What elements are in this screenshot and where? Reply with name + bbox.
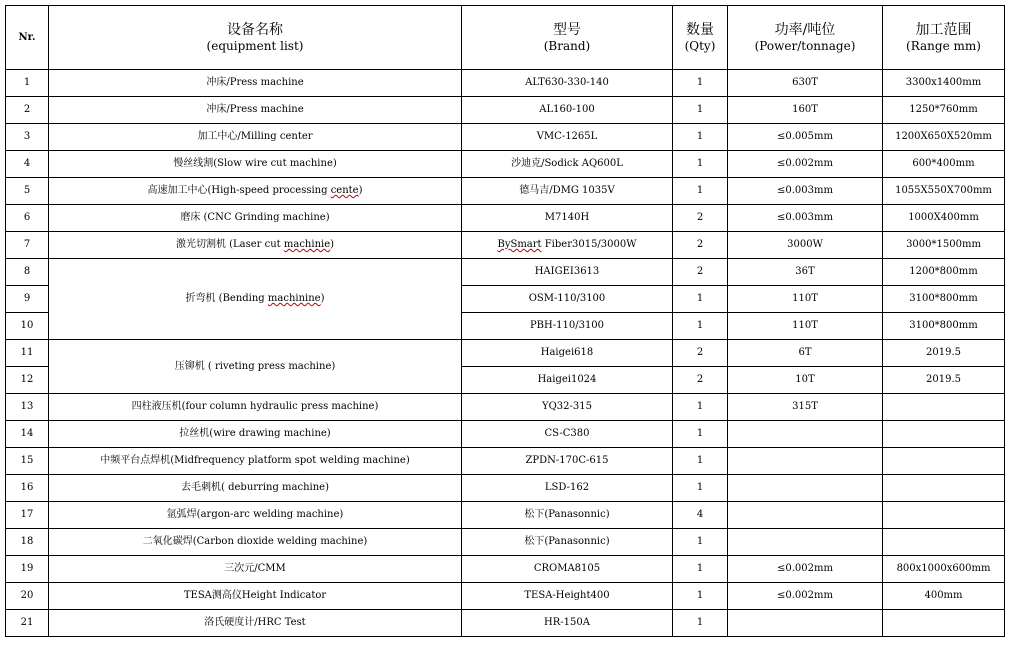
merged-riveting-machine: 压铆机 ( riveting press machine) (49, 340, 462, 394)
row-power: ≤0.002mm (728, 151, 883, 178)
row-power: 36T (728, 259, 883, 286)
name-text-end: ) (358, 185, 363, 196)
header-power-en: (Power/tonnage) (754, 38, 856, 53)
table-row (6, 124, 1005, 151)
row-power: 315T (728, 394, 883, 421)
row-qty: 4 (673, 502, 728, 529)
row-equipment-name: 氩弧焊(argon-arc welding machine) (49, 502, 462, 529)
row-power: 6T (728, 340, 883, 367)
header-power (728, 6, 883, 70)
row-range: 3100*800mm (883, 286, 1005, 313)
header-nr: Nr. (6, 6, 49, 70)
row-equipment-name (49, 178, 462, 205)
row-power: 3000W (728, 232, 883, 259)
table-body (6, 70, 1005, 637)
row-qty: 1 (673, 448, 728, 475)
row-range: 1200*800mm (883, 259, 1005, 286)
row-power: ≤0.002mm (728, 556, 883, 583)
row-range (883, 529, 1005, 556)
row-nr: 19 (6, 556, 49, 583)
row-nr: 6 (6, 205, 49, 232)
row-model: CS-C380 (462, 421, 673, 448)
row-range: 1200X650X520mm (883, 124, 1005, 151)
header-range (883, 6, 1005, 70)
table-header (6, 6, 1005, 70)
row-model: CROMA8105 (462, 556, 673, 583)
row-range (883, 421, 1005, 448)
row-qty: 1 (673, 97, 728, 124)
row-nr: 18 (6, 529, 49, 556)
row-qty: 2 (673, 205, 728, 232)
row-range: 3100*800mm (883, 313, 1005, 340)
row-model: TESA-Height400 (462, 583, 673, 610)
row-qty: 1 (673, 70, 728, 97)
table-row (6, 502, 1005, 529)
row-qty: 1 (673, 286, 728, 313)
row-nr: 20 (6, 583, 49, 610)
row-range: 2019.5 (883, 340, 1005, 367)
row-model: YQ32-315 (462, 394, 673, 421)
row-range (883, 610, 1005, 637)
row-range: 1000X400mm (883, 205, 1005, 232)
row-equipment-name: 洛氏硬度计/HRC Test (49, 610, 462, 637)
table-row (6, 448, 1005, 475)
row-equipment-name: 二氧化碳焊(Carbon dioxide welding machine) (49, 529, 462, 556)
row-model: Haigei618 (462, 340, 673, 367)
row-model: ALT630-330-140 (462, 70, 673, 97)
row-nr: 7 (6, 232, 49, 259)
row-qty: 1 (673, 475, 728, 502)
row-nr: 21 (6, 610, 49, 637)
row-range: 2019.5 (883, 367, 1005, 394)
row-nr: 12 (6, 367, 49, 394)
row-model: ZPDN-170C-615 (462, 448, 673, 475)
row-power: 110T (728, 286, 883, 313)
row-nr: 14 (6, 421, 49, 448)
header-range-cn: 加工范围 (915, 21, 972, 38)
row-nr: 10 (6, 313, 49, 340)
row-range: 600*400mm (883, 151, 1005, 178)
row-qty: 2 (673, 232, 728, 259)
row-nr: 5 (6, 178, 49, 205)
row-model: PBH-110/3100 (462, 313, 673, 340)
row-model: Haigei1024 (462, 367, 673, 394)
row-nr: 3 (6, 124, 49, 151)
row-qty: 1 (673, 178, 728, 205)
row-power: ≤0.003mm (728, 205, 883, 232)
row-power: ≤0.005mm (728, 124, 883, 151)
row-equipment-name: 冲床/Press machine (49, 97, 462, 124)
row-nr: 11 (6, 340, 49, 367)
row-equipment-name: 磨床 (CNC Grinding machine) (49, 205, 462, 232)
row-qty: 1 (673, 529, 728, 556)
row-power (728, 448, 883, 475)
row-qty: 2 (673, 259, 728, 286)
name-text: 高速加工中心(High-speed processing (147, 185, 331, 196)
row-range (883, 502, 1005, 529)
row-equipment-name: 中频平台点焊机(Midfrequency platform spot welding machine) (49, 448, 462, 475)
row-model: 沙迪克/Sodick AQ600L (462, 151, 673, 178)
row-model: HR-150A (462, 610, 673, 637)
header-model (462, 6, 673, 70)
row-nr: 9 (6, 286, 49, 313)
row-equipment-name: 四柱液压机(four column hydraulic press machine) (49, 394, 462, 421)
row-range: 800x1000x600mm (883, 556, 1005, 583)
row-model: 松下(Panasonnic) (462, 529, 673, 556)
row-range (883, 394, 1005, 421)
name-text-end: ) (330, 239, 335, 250)
row-model: VMC-1265L (462, 124, 673, 151)
header-power-cn: 功率/吨位 (774, 21, 836, 38)
row-equipment-name: 三次元/CMM (49, 556, 462, 583)
table-row (6, 529, 1005, 556)
header-model-cn: 型号 (553, 21, 581, 38)
row-qty: 1 (673, 313, 728, 340)
row-equipment-name (49, 232, 462, 259)
header-model-en: (Brand) (543, 38, 591, 53)
row-nr: 2 (6, 97, 49, 124)
row-nr: 16 (6, 475, 49, 502)
row-power (728, 502, 883, 529)
spellcheck-word: machinine (267, 293, 321, 304)
row-power: 110T (728, 313, 883, 340)
row-nr: 1 (6, 70, 49, 97)
row-nr: 4 (6, 151, 49, 178)
row-qty: 1 (673, 394, 728, 421)
row-model: LSD-162 (462, 475, 673, 502)
row-qty: 2 (673, 340, 728, 367)
table-row (6, 556, 1005, 583)
table-row (6, 97, 1005, 124)
spellcheck-word: cente (330, 185, 359, 196)
row-power: 630T (728, 70, 883, 97)
row-equipment-name: 去毛刺机( deburring machine) (49, 475, 462, 502)
row-nr: 13 (6, 394, 49, 421)
row-power: ≤0.003mm (728, 178, 883, 205)
header-qty (673, 6, 728, 70)
header-equipment-cn: 设备名称 (227, 21, 283, 38)
row-range: 3300x1400mm (883, 70, 1005, 97)
header-qty-cn: 数量 (686, 21, 714, 38)
row-power (728, 421, 883, 448)
equipment-table (5, 5, 1005, 637)
row-equipment-name: 拉丝机(wire drawing machine) (49, 421, 462, 448)
row-model: 德马吉/DMG 1035V (462, 178, 673, 205)
header-equipment-en: (equipment list) (206, 38, 304, 53)
header-qty-en: (Qty) (684, 38, 716, 53)
row-nr: 17 (6, 502, 49, 529)
row-qty: 1 (673, 583, 728, 610)
row-model: 松下(Panasonnic) (462, 502, 673, 529)
row-range: 3000*1500mm (883, 232, 1005, 259)
row-model: M7140H (462, 205, 673, 232)
row-power: 10T (728, 367, 883, 394)
row-equipment-name: TESA测高仪Height Indicator (49, 583, 462, 610)
table-row (6, 259, 1005, 286)
table-row (6, 394, 1005, 421)
row-model (462, 232, 673, 259)
table-row (6, 205, 1005, 232)
table-row (6, 151, 1005, 178)
name-text-end: ) (320, 293, 325, 304)
row-power (728, 529, 883, 556)
row-power: 160T (728, 97, 883, 124)
row-model: HAIGEI3613 (462, 259, 673, 286)
row-nr: 15 (6, 448, 49, 475)
spellcheck-word: machinie (283, 239, 331, 250)
row-range (883, 448, 1005, 475)
row-power (728, 610, 883, 637)
header-row (6, 6, 1005, 70)
row-qty: 1 (673, 151, 728, 178)
row-equipment-name: 冲床/Press machine (49, 70, 462, 97)
row-range: 1055X550X700mm (883, 178, 1005, 205)
row-qty: 1 (673, 610, 728, 637)
model-text: Fiber3015/3000W (541, 239, 637, 250)
table-row (6, 232, 1005, 259)
row-power (728, 475, 883, 502)
table-row (6, 583, 1005, 610)
row-range: 400mm (883, 583, 1005, 610)
table-row (6, 340, 1005, 367)
merged-bending-machine (49, 259, 462, 340)
row-equipment-name: 慢丝线割(Slow wire cut machine) (49, 151, 462, 178)
table-row (6, 421, 1005, 448)
row-qty: 1 (673, 421, 728, 448)
header-equipment (49, 6, 462, 70)
table-row (6, 178, 1005, 205)
header-range-en: (Range mm) (906, 38, 981, 53)
spellcheck-word: BySmart (497, 239, 542, 250)
row-range: 1250*760mm (883, 97, 1005, 124)
row-range (883, 475, 1005, 502)
row-qty: 1 (673, 556, 728, 583)
name-text: 激光切割机 (Laser cut (175, 239, 284, 250)
row-qty: 2 (673, 367, 728, 394)
table-row (6, 475, 1005, 502)
row-power: ≤0.002mm (728, 583, 883, 610)
table-row (6, 610, 1005, 637)
row-qty: 1 (673, 124, 728, 151)
row-model: AL160-100 (462, 97, 673, 124)
row-model: OSM-110/3100 (462, 286, 673, 313)
row-nr: 8 (6, 259, 49, 286)
row-equipment-name: 加工中心/Milling center (49, 124, 462, 151)
table-row (6, 70, 1005, 97)
name-text: 折弯机 (Bending (185, 293, 268, 304)
